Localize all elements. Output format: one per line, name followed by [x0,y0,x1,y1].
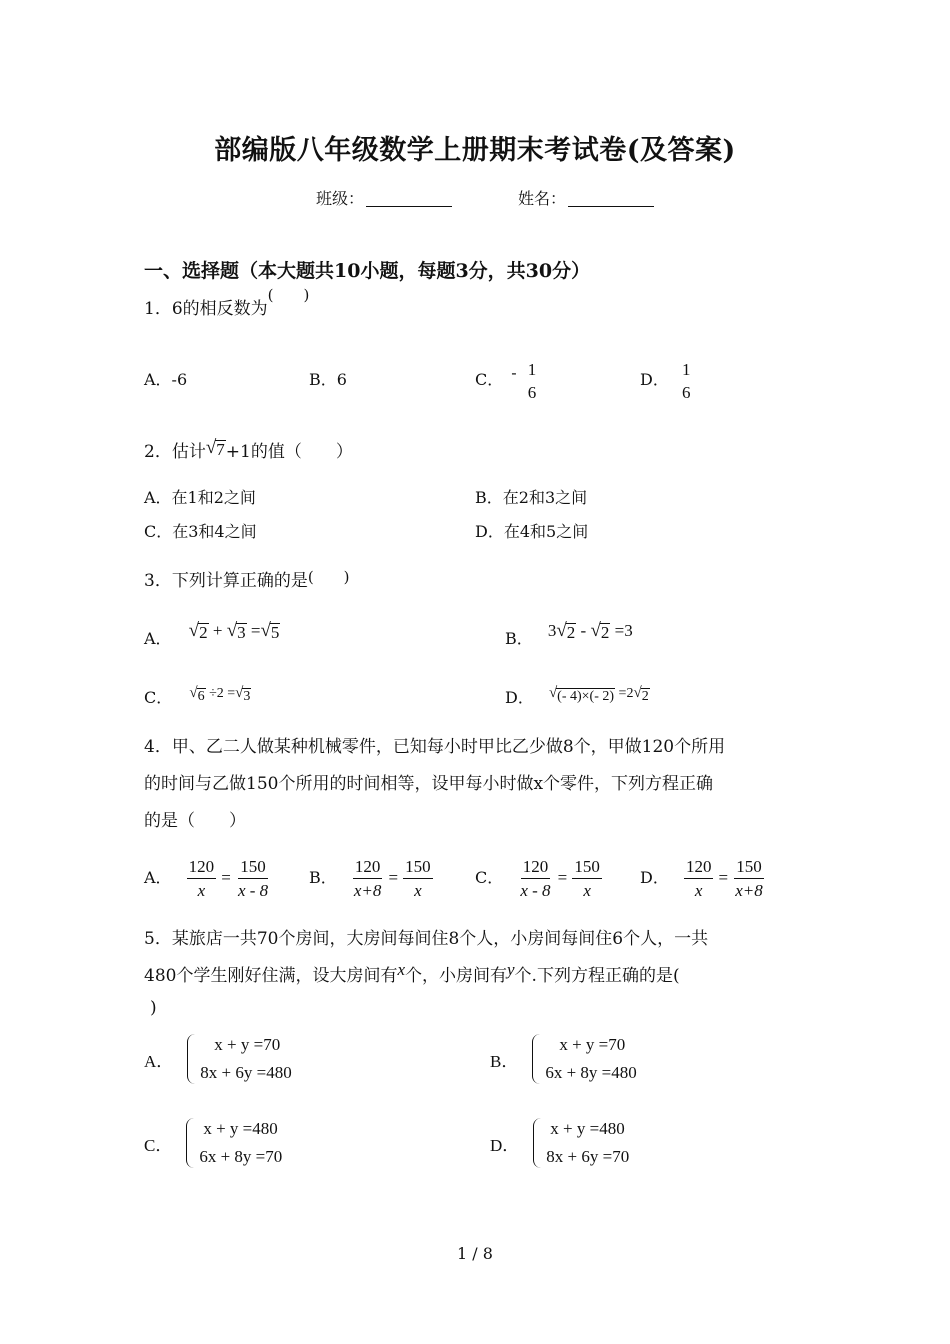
q2-stem: 2．估计 √ 7 +1的值（ ） [144,437,353,462]
section-heading: 一、选择题（本大题共10小题，每题3分，共30分） [144,260,591,282]
q1-stem: 1．6的相反数为( ) [144,286,310,319]
q1-d-fraction: 1 6 [681,359,691,402]
q5-stem-line1: 5．某旅店一共70个房间，大房间每间住8个人，小房间每间住6个人，一共 [144,929,709,949]
q2-option-c[interactable]: C．在3和4之间 [144,522,257,541]
name-field [518,186,654,209]
q3-a-expression: √ 2 + √ 3 = √ 5 [188,620,280,642]
q4-option-b[interactable]: B． $\frac{120}{x+8}$ = $\frac{150}{x}$ [309,857,431,900]
q4-option-c[interactable]: C． $\frac{120}{x - 8}$ = $\frac{150}{x}$ [475,857,600,900]
q1-option-d[interactable]: D． 1 6 [640,359,691,402]
q1-option-b[interactable]: B．6 [309,370,347,389]
q3-option-c[interactable]: C． √ 6 ÷2 = √ 3 [144,685,251,707]
q3-stem: 3．下列计算正确的是( ) [144,568,350,591]
q3-d-expression: √ (- 4)×(- 2) =2 √ 2 [548,685,649,704]
q5-option-b[interactable]: B． x + y =70 6x + 8y =480 [490,1035,637,1082]
q5-option-a[interactable]: A． x + y =70 8x + 6y =480 [144,1035,292,1082]
q3-b-expression: 3 √ 2 - √ 2 =3 [547,620,633,642]
q2-option-b[interactable]: B．在2和3之间 [475,488,588,507]
q4-option-a[interactable]: A． $\frac{120}{x}$ = $\frac{150}{x - 8}$ [144,857,269,900]
q3-option-a[interactable]: A． √ 2 + √ 3 = √ 5 [144,620,280,648]
class-field [316,186,452,209]
name-label: 姓名： [518,189,567,208]
name-blank[interactable] [568,190,654,207]
q5-stem-line2: 480个学生刚好住满，设大房间有x个，小房间有y个.下列方程正确的是( [144,960,680,986]
q1-c-fraction: 1 6 [527,359,537,402]
page-title: 部编版八年级数学上册期末考试卷(及答案) [214,135,736,166]
q4-stem-line1: 4．甲、乙二人做某种机械零件，已知每小时甲比乙少做8个，甲做120个所用 [144,737,726,757]
q5-option-c[interactable]: C． x + y =480 6x + 8y =70 [144,1119,283,1166]
page-number: 1 / 8 [457,1244,493,1263]
q1-option-a[interactable]: A．-6 [144,370,188,389]
q3-option-d[interactable]: D． √ (- 4)×(- 2) =2 √ 2 [505,685,649,707]
q1-option-c[interactable]: C． - 1 6 [475,359,537,402]
q3-c-expression: √ 6 ÷2 = √ 3 [189,685,251,704]
q2-option-a[interactable]: A．在1和2之间 [144,488,256,507]
q4-option-d[interactable]: D． $\frac{120}{x}$ = $\frac{150}{x+8}$ [640,857,763,900]
q4-stem-line3: 的是（ ） [144,811,246,831]
sqrt-7: √ 7 [205,437,225,459]
q4-stem-line2: 的时间与乙做150个所用的时间相等，设甲每小时做x个零件，下列方程正确 [144,774,714,794]
q5-option-d[interactable]: D． x + y =480 8x + 6y =70 [490,1119,630,1166]
class-blank[interactable] [366,190,452,207]
q3-option-b[interactable]: B． 3 √ 2 - √ 2 =3 [505,620,633,648]
class-label: 班级： [316,189,365,208]
q5-stem-line3: ) [150,998,157,1018]
q2-option-d[interactable]: D．在4和5之间 [475,522,589,541]
